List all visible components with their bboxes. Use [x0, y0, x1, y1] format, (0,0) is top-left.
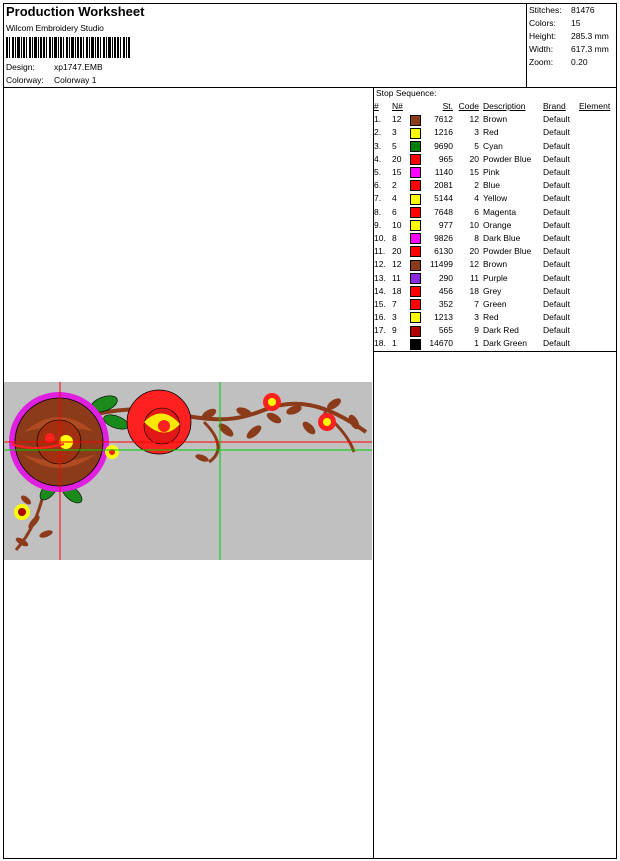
stop-index: 6.: [374, 180, 382, 191]
color-description: Powder Blue: [483, 153, 532, 164]
stitch-count: 977: [438, 219, 453, 230]
color-swatch-box: [410, 339, 421, 350]
color-code: 7: [474, 298, 479, 309]
element-type: [579, 324, 615, 337]
stop-sequence-title: Stop Sequence:: [376, 88, 437, 98]
colorway-label: Colorway:: [6, 75, 44, 85]
color-description: Dark Red: [483, 325, 519, 336]
stitch-count: 9690: [434, 140, 453, 151]
color-swatch: [408, 219, 422, 232]
color-description: Pink: [483, 167, 500, 178]
stat-width: Width: 617.3 mm: [529, 44, 609, 54]
color-description: Brown: [483, 259, 508, 270]
color-code: 20: [469, 153, 479, 164]
color-swatch-box: [410, 286, 421, 297]
color-swatch: [408, 324, 422, 337]
stop-index: 17.: [374, 325, 386, 336]
thread-brand: Default: [543, 285, 570, 296]
thread-brand: Default: [543, 272, 570, 283]
col-header-description: Description: [483, 101, 526, 112]
col-header-swatch: [408, 100, 422, 113]
thread-brand: Default: [543, 167, 570, 178]
color-swatch-box: [410, 220, 421, 231]
element-type: [579, 140, 615, 153]
needle-number: 5: [392, 140, 397, 151]
element-type: [579, 206, 615, 219]
element-type: [579, 298, 615, 311]
element-type: [579, 232, 615, 245]
needle-number: 18: [392, 285, 402, 296]
stop-row: [374, 232, 615, 245]
color-swatch: [408, 298, 422, 311]
color-swatch: [408, 285, 422, 298]
thread-brand: Default: [543, 206, 570, 217]
element-type: [579, 258, 615, 271]
stop-row: [374, 166, 615, 179]
stop-table-divider: [373, 351, 617, 352]
needle-number: 3: [392, 312, 397, 323]
thread-brand: Default: [543, 114, 570, 125]
needle-number: 2: [392, 180, 397, 191]
color-description: Dark Green: [483, 338, 527, 349]
color-description: Grey: [483, 285, 502, 296]
stop-row: [374, 311, 615, 324]
thread-brand: Default: [543, 153, 570, 164]
barcode: [6, 37, 130, 58]
stitch-count: 7648: [434, 206, 453, 217]
stop-index: 4.: [374, 153, 382, 164]
stop-index: 15.: [374, 298, 386, 309]
stop-index: 1.: [374, 114, 382, 125]
design-filename: xp1747.EMB: [54, 62, 103, 72]
stop-index: 5.: [374, 167, 382, 178]
color-description: Blue: [483, 180, 501, 191]
thread-brand: Default: [543, 180, 570, 191]
color-code: 5: [474, 140, 479, 151]
color-swatch-box: [410, 246, 421, 257]
needle-number: 10: [392, 219, 402, 230]
stitch-count: 14670: [429, 338, 453, 349]
stop-index: 11.: [374, 246, 386, 257]
stop-index: 13.: [374, 272, 386, 283]
color-description: Green: [483, 298, 507, 309]
col-header-needle: N#: [392, 101, 403, 112]
page-title: Production Worksheet: [6, 4, 145, 19]
color-description: Powder Blue: [483, 246, 532, 257]
thread-brand: Default: [543, 312, 570, 323]
thread-brand: Default: [543, 246, 570, 257]
color-swatch: [408, 126, 422, 139]
color-swatch: [408, 258, 422, 271]
stitch-count: 565: [438, 325, 453, 336]
color-code: 1: [474, 338, 479, 349]
stop-row: [374, 179, 615, 192]
stitch-count: 5144: [434, 193, 453, 204]
color-swatch-box: [410, 128, 421, 139]
color-description: Dark Blue: [483, 232, 521, 243]
stop-row: [374, 219, 615, 232]
color-code: 6: [474, 206, 479, 217]
stop-index: 12.: [374, 259, 386, 270]
color-swatch: [408, 232, 422, 245]
stitch-count: 9826: [434, 232, 453, 243]
design-label: Design:: [6, 62, 35, 72]
stop-index: 14.: [374, 285, 386, 296]
color-swatch-box: [410, 260, 421, 271]
color-swatch-box: [410, 312, 421, 323]
stop-row: [374, 324, 615, 337]
color-swatch: [408, 206, 422, 219]
color-description: Magenta: [483, 206, 517, 217]
thread-brand: Default: [543, 140, 570, 151]
stop-index: 16.: [374, 312, 386, 323]
stop-sequence-table: [374, 100, 615, 351]
color-description: Orange: [483, 219, 512, 230]
color-description: Yellow: [483, 193, 508, 204]
color-code: 3: [474, 312, 479, 323]
col-header-brand: Brand: [543, 101, 566, 112]
stop-row: [374, 153, 615, 166]
stitch-count: 352: [438, 298, 453, 309]
color-swatch: [408, 179, 422, 192]
stat-stitches: Stitches: 81476: [529, 5, 595, 15]
element-type: [579, 285, 615, 298]
col-header-index: #: [374, 101, 379, 112]
stop-index: 10.: [374, 232, 386, 243]
stop-row: [374, 285, 615, 298]
color-code: 4: [474, 193, 479, 204]
color-code: 11: [470, 272, 479, 283]
color-code: 12: [469, 114, 479, 125]
thread-brand: Default: [543, 338, 570, 349]
color-swatch-box: [410, 141, 421, 152]
color-swatch-box: [410, 233, 421, 244]
needle-number: 1: [392, 338, 397, 349]
color-code: 20: [469, 246, 479, 257]
small-flower: [263, 393, 281, 411]
stop-row: [374, 298, 615, 311]
stitch-count: 6130: [434, 246, 453, 257]
thread-brand: Default: [543, 219, 570, 230]
element-type: [579, 311, 615, 324]
element-type: [579, 166, 615, 179]
color-description: Red: [483, 127, 499, 138]
color-code: 9: [474, 325, 479, 336]
color-description: Brown: [483, 114, 508, 125]
color-code: 2: [474, 180, 479, 191]
element-type: [579, 153, 615, 166]
stop-row: [374, 258, 615, 271]
color-swatch: [408, 140, 422, 153]
needle-number: 20: [392, 246, 402, 257]
color-swatch: [408, 192, 422, 205]
stat-colors: Colors: 15: [529, 18, 581, 28]
needle-number: 7: [392, 298, 397, 309]
thread-brand: Default: [543, 232, 570, 243]
needle-number: 8: [392, 232, 397, 243]
stop-index: 7.: [374, 193, 382, 204]
stop-row: [374, 206, 615, 219]
color-code: 15: [469, 167, 479, 178]
stitch-count: 2081: [434, 180, 453, 191]
needle-number: 6: [392, 206, 397, 217]
red-rose-flower: [127, 390, 191, 454]
color-swatch-box: [410, 154, 421, 165]
color-swatch: [408, 113, 422, 126]
stop-row: [374, 192, 615, 205]
thread-brand: Default: [543, 325, 570, 336]
stitch-count: 965: [438, 153, 453, 164]
needle-number: 20: [392, 153, 402, 164]
stitch-count: 1213: [434, 312, 453, 323]
colorway-value: Colorway 1: [54, 75, 97, 85]
needle-number: 4: [392, 193, 397, 204]
color-swatch: [408, 245, 422, 258]
element-type: [579, 126, 615, 139]
stop-index: 8.: [374, 206, 382, 217]
element-type: [579, 113, 615, 126]
thread-brand: Default: [543, 193, 570, 204]
stitch-count: 7612: [434, 114, 453, 125]
needle-number: 12: [392, 114, 402, 125]
needle-number: 9: [392, 325, 397, 336]
stitch-count: 290: [438, 272, 453, 283]
color-code: 18: [469, 285, 479, 296]
color-swatch: [408, 166, 422, 179]
color-swatch: [408, 337, 422, 350]
stitch-count: 1216: [434, 127, 453, 138]
stop-row: [374, 140, 615, 153]
col-header-stitches: St.: [442, 101, 453, 112]
color-code: 8: [474, 232, 479, 243]
color-swatch: [408, 153, 422, 166]
color-description: Cyan: [483, 140, 503, 151]
color-swatch-box: [410, 194, 421, 205]
color-swatch-box: [410, 167, 421, 178]
stop-index: 3.: [374, 140, 382, 151]
stop-row: [374, 337, 615, 350]
stop-sequence-header-row: [374, 100, 615, 113]
header-divider: [3, 87, 617, 88]
element-type: [579, 245, 615, 258]
color-swatch-box: [410, 273, 421, 284]
col-header-code: Code: [458, 101, 479, 112]
needle-number: 12: [392, 259, 402, 270]
small-flower: [318, 413, 336, 431]
color-swatch: [408, 271, 422, 284]
color-swatch-box: [410, 115, 421, 126]
stop-row: [374, 113, 615, 126]
software-name: Wilcom Embroidery Studio: [6, 23, 104, 33]
stitch-count: 456: [438, 285, 453, 296]
element-type: [579, 219, 615, 232]
needle-number: 11: [392, 272, 401, 283]
color-swatch-box: [410, 207, 421, 218]
stop-index: 9.: [374, 219, 382, 230]
header-stats-divider: [526, 3, 527, 87]
element-type: [579, 337, 615, 350]
color-swatch: [408, 311, 422, 324]
color-code: 3: [474, 127, 479, 138]
color-code: 12: [469, 259, 479, 270]
color-swatch-box: [410, 180, 421, 191]
stop-index: 18.: [374, 338, 386, 349]
small-flower: [14, 504, 30, 520]
color-code: 10: [469, 219, 479, 230]
stitch-count: 1140: [434, 167, 453, 178]
color-swatch-box: [410, 299, 421, 310]
color-description: Purple: [483, 272, 508, 283]
stop-index: 2.: [374, 127, 382, 138]
thread-brand: Default: [543, 127, 570, 138]
stat-height: Height: 285.3 mm: [529, 31, 609, 41]
stitch-count: 11499: [429, 259, 453, 270]
element-type: [579, 271, 615, 284]
thread-brand: Default: [543, 298, 570, 309]
stat-zoom: Zoom: 0.20: [529, 57, 588, 67]
stop-row: [374, 126, 615, 139]
thread-brand: Default: [543, 259, 570, 270]
element-type: [579, 179, 615, 192]
small-flower: [105, 445, 119, 459]
element-type: [579, 192, 615, 205]
embroidery-design-preview: [4, 382, 372, 560]
col-header-element: Element: [579, 101, 611, 112]
color-swatch-box: [410, 326, 421, 337]
needle-number: 3: [392, 127, 397, 138]
color-description: Red: [483, 312, 499, 323]
stop-row: [374, 271, 615, 284]
stop-row: [374, 245, 615, 258]
needle-number: 15: [392, 167, 402, 178]
